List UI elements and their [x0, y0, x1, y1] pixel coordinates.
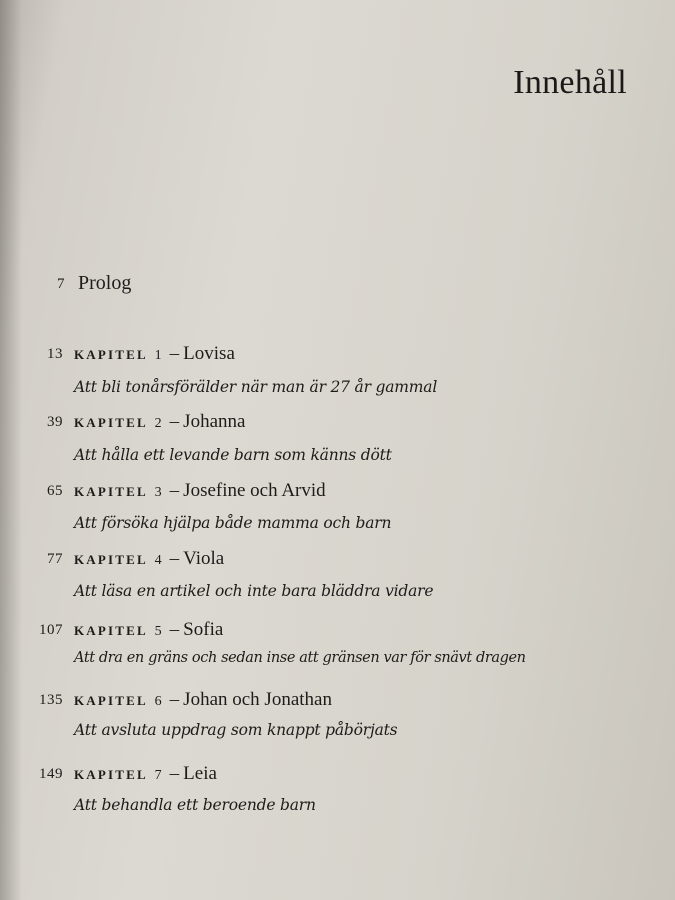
chapter-page-number: 135: [39, 692, 63, 708]
chapter-label: KAPITEL: [74, 693, 148, 708]
chapter-subtitle: Att dra en gräns och sedan inse att gränsen var för snävt dragen: [74, 650, 526, 666]
toc-entry-chapter-6: [0, 686, 675, 714]
chapter-number: 7: [154, 768, 162, 783]
chapter-page-number: 107: [39, 622, 63, 638]
chapter-label: KAPITEL: [74, 552, 148, 567]
chapter-heading: KAPITEL 2 – Johanna: [74, 411, 246, 432]
chapter-heading: KAPITEL 7 – Leia: [74, 763, 217, 784]
chapter-heading: KAPITEL 5 – Sofia: [74, 619, 224, 640]
chapter-name: Leia: [183, 763, 217, 784]
chapter-number: 4: [154, 553, 162, 568]
toc-entry-chapter-5: [0, 616, 675, 644]
chapter-name: Johanna: [183, 411, 246, 432]
chapter-name: Sofia: [183, 619, 224, 640]
chapter-subtitle: Att försöka hjälpa både mamma och barn: [74, 514, 392, 532]
chapter-heading: KAPITEL 3 – Josefine och Arvid: [74, 480, 326, 501]
chapter-page-number: 13: [47, 346, 63, 362]
chapter-subtitle: Att hålla ett levande barn som känns dött: [74, 446, 392, 464]
chapter-page-number: 65: [47, 483, 63, 499]
chapter-subtitle: Att avsluta uppdrag som knappt påbörjats: [74, 721, 398, 739]
chapter-name: Josefine och Arvid: [183, 480, 326, 501]
chapter-label: KAPITEL: [74, 623, 148, 638]
chapter-name: Johan och Jonathan: [183, 689, 332, 710]
chapter-heading: KAPITEL 1 – Lovisa: [74, 343, 235, 364]
chapter-subtitle: Att läsa en artikel och inte bara bläddra vidare: [74, 582, 434, 600]
page-title: Innehåll: [513, 64, 627, 101]
chapter-number: 5: [154, 624, 162, 639]
chapter-heading: KAPITEL 4 – Viola: [74, 548, 225, 569]
toc-entry-chapter-2: [0, 408, 675, 436]
chapter-label: KAPITEL: [74, 767, 148, 782]
chapter-subtitle: Att behandla ett beroende barn: [74, 796, 316, 814]
chapter-page-number: 149: [39, 766, 63, 782]
chapter-page-number: 77: [47, 551, 63, 567]
chapter-number: 2: [154, 416, 162, 431]
chapter-name: Lovisa: [183, 343, 235, 364]
toc-entry-chapter-1: [0, 340, 675, 368]
chapter-label: KAPITEL: [74, 415, 148, 430]
chapter-heading: KAPITEL 6 – Johan och Jonathan: [74, 689, 332, 710]
chapter-number: 3: [154, 485, 162, 500]
toc-entry-chapter-3: [0, 477, 675, 505]
toc-entry-chapter-4: [0, 545, 675, 573]
chapter-number: 1: [154, 348, 162, 363]
toc-entry-chapter-7: [0, 760, 675, 788]
chapter-name: Viola: [183, 548, 225, 569]
chapter-label: KAPITEL: [74, 347, 148, 362]
chapter-subtitle: Att bli tonårsförälder när man är 27 år gammal: [74, 378, 438, 396]
chapter-number: 6: [154, 694, 162, 709]
chapter-label: KAPITEL: [74, 484, 148, 499]
prolog-label: Prolog: [78, 272, 132, 294]
chapter-page-number: 39: [47, 414, 63, 430]
prolog-page-number: 7: [57, 276, 65, 292]
